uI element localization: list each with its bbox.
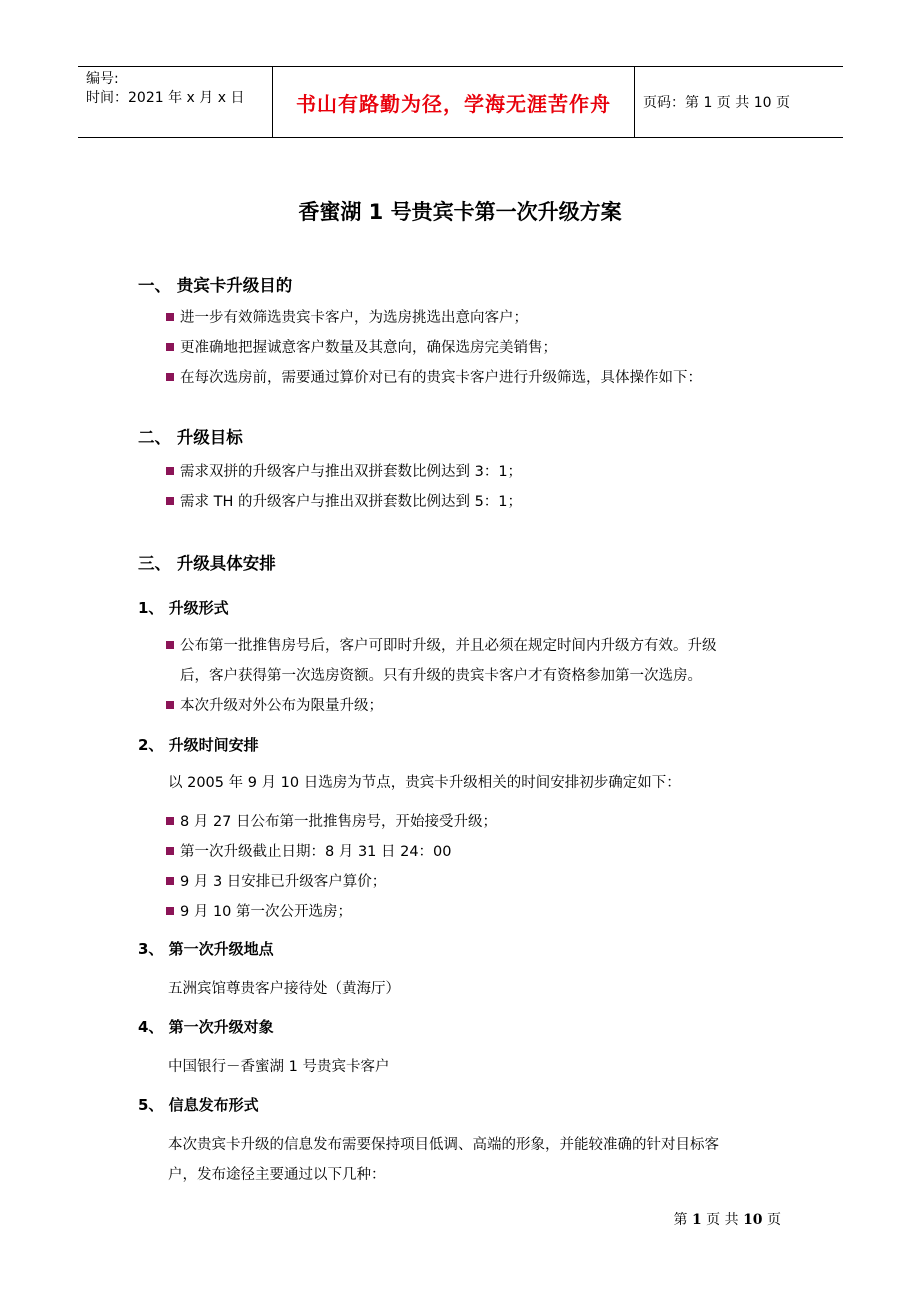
section-2-heading: 二、 升级目标 [138,428,243,447]
list-item-continuation: 后，客户获得第一次选房资额。只有升级的贵宾卡客户才有资格参加第一次选房。 [180,668,702,684]
current-page-number: 1 [691,1212,702,1228]
document-number-label: 编号: [86,71,119,87]
bullet-icon [166,313,174,321]
subsection-3-text: 五洲宾馆尊贵客户接待处（黄海厅） [168,981,400,997]
subsection-3-heading: 3、 第一次升级地点 [138,940,274,958]
bullet-icon [166,907,174,915]
subsection-2-intro: 以 2005 年 9 月 10 日选房为节点，贵宾卡升级相关的时间安排初步确定如下： [168,775,681,791]
subsection-1-heading: 1、 升级形式 [138,599,229,617]
list-item: 8 月 27 日公布第一批推售房号，开始接受升级； [166,810,497,831]
subsection-2-heading: 2、 升级时间安排 [138,736,259,754]
header-motto: 书山有路勤为径，学海无涯苦作舟 [273,67,635,137]
bullet-icon [166,641,174,649]
subsection-5-line: 户，发布途径主要通过以下几种： [168,1167,386,1183]
list-item: 更准确地把握诚意客户数量及其意向，确保选房完美销售； [166,336,557,357]
list-item: 本次升级对外公布为限量升级； [166,694,383,715]
list-item: 9 月 3 日安排已升级客户算价； [166,870,386,891]
document-time-label: 时间：2021 年 x 月 x 日 [86,90,245,106]
bullet-icon [166,467,174,475]
list-item: 进一步有效筛选贵宾卡客户，为选房挑选出意向客户； [166,306,528,327]
total-page-number: 10 [743,1212,763,1228]
bullet-icon [166,373,174,381]
bullet-icon [166,497,174,505]
document-header [78,66,843,138]
list-item: 在每次选房前，需要通过算价对已有的贵宾卡客户进行升级筛选，具体操作如下： [166,366,702,387]
list-item: 需求双拼的升级客户与推出双拼套数比例达到 3：1； [166,460,522,481]
section-1-heading: 一、 贵宾卡升级目的 [138,276,293,295]
list-item: 需求 TH 的升级客户与推出双拼套数比例达到 5：1； [166,490,522,511]
document-title: 香蜜湖 1 号贵宾卡第一次升级方案 [298,200,622,224]
list-item: 公布第一批推售房号后，客户可即时升级，并且必须在规定时间内升级方有效。升级 [166,634,717,655]
page-footer: 第 1 页 共 10 页 [673,1212,781,1228]
header-page-label: 页码：第 1 页 共 10 页 [643,95,790,111]
list-item: 9 月 10 第一次公开选房； [166,900,352,921]
bullet-icon [166,701,174,709]
subsection-4-text: 中国银行－香蜜湖 1 号贵宾卡客户 [168,1059,390,1075]
list-item: 第一次升级截止日期：8 月 31 日 24：00 [166,840,452,861]
subsection-4-heading: 4、 第一次升级对象 [138,1018,274,1036]
subsection-5-line: 本次贵宾卡升级的信息发布需要保持项目低调、高端的形象，并能较准确的针对目标客 [168,1137,719,1153]
bullet-icon [166,847,174,855]
bullet-icon [166,877,174,885]
subsection-5-heading: 5、 信息发布形式 [138,1096,259,1114]
bullet-icon [166,817,174,825]
bullet-icon [166,343,174,351]
section-3-heading: 三、 升级具体安排 [138,554,276,573]
header-left-cell [78,67,273,137]
